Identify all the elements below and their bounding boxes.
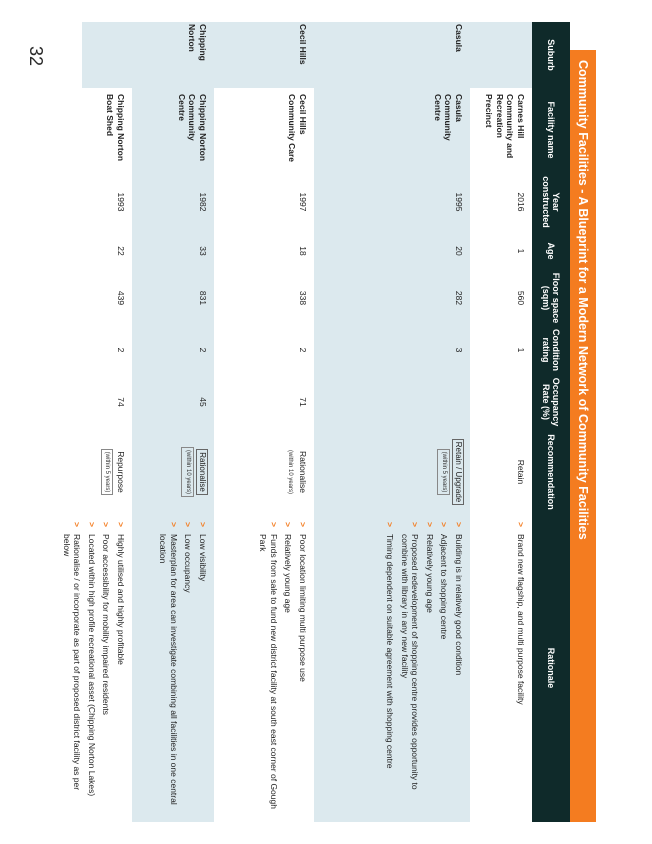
chevron-right-icon: >: [101, 522, 112, 527]
facility-cell: Cecil Hills Community Care: [287, 94, 308, 163]
rationale-cell: [512, 522, 527, 812]
recommendation-timeframe: (within 5 years): [101, 449, 114, 496]
floor-cell: 831: [198, 290, 208, 306]
suburb-cell: Casula: [454, 24, 464, 52]
rationale-item: > Adjacent to shopping centre: [439, 522, 450, 640]
facility-cell: Casula Community Centre: [433, 94, 464, 141]
page-number: 32: [26, 46, 46, 67]
occupancy-cell: 74: [116, 397, 126, 407]
header-age: Age: [546, 242, 556, 260]
rationale-item: > Relatively young age: [283, 522, 294, 613]
rationale-item: > Rationalise / or incorporate as part of proposed district facility as per below: [62, 522, 83, 791]
page-title: Community Facilities - A Blueprint for a Modern Network of Community Facilities: [570, 50, 596, 822]
chevron-right-icon: >: [183, 522, 194, 527]
chevron-right-icon: >: [87, 522, 97, 527]
recommendation-label: Retain: [516, 459, 526, 485]
recommendation-cell: [285, 430, 308, 514]
chevron-right-icon: >: [116, 522, 126, 527]
rationale-cell: [58, 522, 127, 812]
chevron-right-icon: >: [283, 522, 294, 527]
chevron-right-icon: >: [439, 522, 450, 527]
recommendation-label: Rationalise: [196, 449, 208, 495]
rationale-cell: [381, 522, 464, 812]
floor-cell: 338: [298, 290, 308, 306]
age-cell: 33: [198, 246, 208, 256]
condition-cell: 2: [116, 347, 126, 353]
table-header: [532, 22, 570, 822]
header-floor-space: Floor space (sqm): [541, 272, 561, 324]
age-cell: 22: [116, 246, 126, 256]
chevron-right-icon: >: [269, 522, 279, 527]
age-cell: 1: [516, 248, 526, 254]
header-condition: Condition rating: [541, 329, 561, 371]
rationale-item: > Relatively young age: [425, 522, 435, 613]
floor-cell: 282: [454, 290, 464, 306]
year-cell: 1993: [116, 192, 126, 212]
rationale-item: > Proposed redevelopment of shopping centre provides opportunity to combine with library in any new facility: [400, 522, 421, 790]
suburb-cell: Cecil Hills: [298, 24, 308, 65]
header-occupancy: Occupancy Rate (%): [541, 377, 561, 427]
facility-cell: Chipping Norton Community Centre: [177, 94, 208, 162]
chevron-right-icon: >: [169, 522, 179, 527]
header-recommendation: Recommendation: [546, 434, 556, 510]
floor-cell: 439: [116, 290, 126, 306]
header-suburb: Suburb: [546, 39, 556, 71]
table-row: [314, 22, 470, 822]
table-row: [132, 22, 214, 822]
chevron-right-icon: >: [516, 522, 526, 527]
header-year: Year constructed: [541, 176, 561, 228]
rationale-item: > Low visibility: [198, 522, 208, 582]
floor-cell: 560: [516, 290, 526, 306]
recommendation-label: Repurpose: [116, 451, 126, 493]
chevron-right-icon: >: [454, 522, 464, 527]
table-row: [60, 22, 132, 822]
rationale-item: > Highly utilised and highly profitable: [116, 522, 126, 665]
occupancy-cell: 71: [298, 397, 308, 407]
chevron-right-icon: >: [385, 522, 396, 527]
table-row: [470, 22, 532, 822]
recommendation-timeframe: (within 10 years): [287, 449, 294, 494]
occupancy-cell: 45: [198, 397, 208, 407]
rotated-table-page: [60, 22, 596, 822]
chevron-right-icon: >: [410, 522, 421, 527]
suburb-cell: Chipping Norton: [187, 24, 208, 61]
facility-cell: Carnes Hill Community and Recreation Precinct: [484, 94, 526, 159]
rationale-item: > Building is in relatively good condition: [454, 522, 464, 676]
header-facility: Facility name: [546, 101, 556, 159]
year-cell: 1997: [298, 192, 308, 212]
chevron-right-icon: >: [198, 522, 208, 527]
year-cell: 2016: [516, 192, 526, 212]
rationale-item: > Funds from sale to fund new district facility at south east corner of Gough Park: [258, 522, 279, 809]
rationale-item: > Low occupancy: [183, 522, 194, 593]
recommendation-timeframe: (within 5 years): [438, 449, 451, 496]
chevron-right-icon: >: [298, 522, 308, 527]
recommendation-cell: [182, 430, 209, 514]
rationale-item: > Timing dependent on suitable agreement with shopping centre: [385, 522, 396, 769]
chevron-right-icon: >: [425, 522, 435, 527]
recommendation-cell: [438, 430, 465, 514]
condition-cell: 2: [198, 347, 208, 353]
condition-cell: 1: [516, 347, 526, 353]
year-cell: 1995: [454, 192, 464, 212]
header-rationale: Rationale: [546, 647, 556, 689]
rationale-cell: [154, 522, 208, 812]
chevron-right-icon: >: [72, 522, 83, 527]
year-cell: 1982: [198, 192, 208, 212]
condition-cell: 3: [454, 347, 464, 353]
age-cell: 20: [454, 246, 464, 256]
facility-cell: Chipping Norton Boat Shed: [105, 94, 126, 162]
recommendation-cell: [516, 430, 527, 514]
recommendation-cell: [101, 430, 126, 514]
recommendation-label: Rationalise: [298, 450, 308, 494]
rationale-item: > Brand new flagship, and multi purpose facility: [516, 522, 526, 705]
recommendation-timeframe: (within 10 years): [182, 447, 195, 497]
rationale-item: > Located within high profile recreational asset (Chipping Norton Lakes): [87, 522, 97, 797]
recommendation-label: Retain / Upgrade: [452, 439, 464, 505]
rationale-item: > Masterplan for area can investigate combining all facilities in one central location: [158, 522, 179, 805]
age-cell: 18: [298, 246, 308, 256]
table-row: [214, 22, 314, 822]
condition-cell: 2: [298, 347, 308, 353]
rationale-item: > Poor location limiting multi purpose use: [298, 522, 308, 682]
rationale-item: > Poor accessibility for mobility impaired residents: [101, 522, 112, 715]
rationale-cell: [254, 522, 308, 812]
